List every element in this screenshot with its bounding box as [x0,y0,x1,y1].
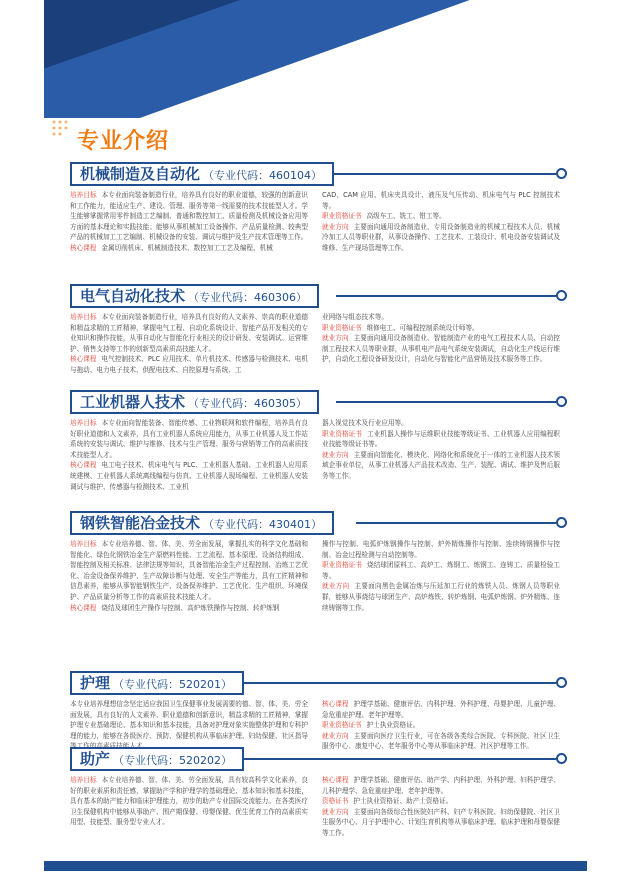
circle-end-icon [556,677,567,688]
paragraph [322,699,560,720]
paragraph [70,775,308,828]
section-header [70,390,568,414]
paragraph [322,720,560,731]
section-header [70,162,568,186]
page-title: 专业介绍 [77,129,170,154]
keyword-label: 职业资格证书 [322,721,362,730]
paragraph [322,796,560,807]
keyword-label: 职业资格证书 [322,212,362,221]
paragraph-text: 主要面向黑色金属冶炼与压延加工行业的炼铁人员、炼钢人员等职业群，能够从事烧结与球团生产、高炉炼铁、转炉炼钢、电弧炉炼钢、炉外精炼、连续铸钢等工作。 [322,582,561,612]
section-header [70,511,568,535]
section-title-box [70,747,244,771]
section-left-column [70,539,308,685]
keyword-label: 核心课程 [70,243,97,252]
keyword-label: 资格证书 [322,797,349,806]
paragraph-text: 烧结球团原料工、高炉工、炼钢工、炼钢工、连铸工、质量检验工等。 [322,561,561,580]
paragraph-text: 本专业培养理想信念坚定适应我国卫生保健事业发展需要的德、智、体、美、劳全面发展，具有良好的人文素养、职业道德和创新意识，精益求精的工匠精神，掌握护理专业基础理论、基本知识和基本技能，具备对护理对象实施整体护理和专科护理的能力，能够在各级医疗、预防、保健机构从事临床护理、妇幼保健、社区指导 [70,700,308,740]
paragraph-text: 工业机器人操作与运维职业技能等级证书、工业机器人应用编程职业技能等级证书等。 [322,429,561,449]
paragraph [322,581,560,613]
paragraph [70,312,308,354]
section-name: 助产 [80,750,111,768]
section-header [70,747,568,771]
section-name: 工业机器人技术 [80,393,186,411]
section-title-box [70,284,319,308]
paragraph-text: 器人视觉技术及行业应用等。 [322,419,408,427]
section-rule [336,401,556,403]
keyword-label: 就业方向 [322,731,349,740]
keyword-label: 培养目标 [70,313,97,321]
section-rule [236,682,556,684]
paragraph [70,418,308,460]
paragraph [70,190,308,243]
keyword-label: 就业方向 [322,582,350,591]
keyword-label: 就业方向 [322,450,349,459]
keyword-label: 就业方向 [322,222,349,231]
section-rule [356,522,556,524]
keyword-label: 核心课程 [70,603,97,612]
paragraph-text: 本专业面向装备制造行业，培养具有良好的人文素养、崇高的职业道德和精益求精的工匠精神，掌握电气工程、自动化系统设计、智能产品开发相关的专业知识和操作技能，从事自动化与智能化行业相关的设计研发、安装调试、运营维护、销售支持等工作的创新型高素质高技能人才。 [70,313,309,353]
paragraph-text: 电工电子技术、机床电气与 PLC、工业机器人基础、工业机器人应用系统建模、工业机器人系统离线编程与仿真、工业机器人现场编程、工业机器人安装调试与维护、传感器与检测技术、工业机 [70,461,308,491]
paragraph-text: 烧结及球团生产操作与控制、高炉炼铁操作与控制、转炉炼钢 [101,603,280,612]
paragraph [322,312,560,323]
section-name: 电气自动化技术 [80,287,186,305]
paragraph-text: 主要面向各级综合性医院妇产科、妇产专科医院、妇幼保健院、社区卫生服务中心、月子护理中心、计划生育机构等从事临床护理、临床护理和母婴保健等工作。 [322,807,561,837]
paragraph [322,333,560,365]
paragraph [322,450,560,482]
keyword-label: 就业方向 [322,334,349,343]
paragraph-text: 本专业面向装备制造行业，培养具有良好的职业道德，较强的创新意识和工作能力，能适应生产、建设、管理、服务等第一线需要的技术技能型人才。学生能够掌握常用零件制造工艺编制、普通和数控加工、质量检测及机械设备应用等方面的基本理论和实践技能；能够从事机械加工设备操作、产品质量检测、较典型产品的机械加工工艺编制、机械设备的安装、调试与维护及生产技术管理等工作。 [70,191,309,242]
paragraph-text: 本专业培养德、智、体、美、劳全面发展，具有较高科学文化素养，良好的职业素质和责任感，掌握助产学和护理学的基础理论、基本知识和基本技能，具有基本的助产能力和临床护理能力，初步的助产专业国际交流能力。在各类医疗卫生保健机构中能够从事助产、围产期保健、母婴保健、优生优育工作的高素质实用型、技能型、服务型专业人才。 [70,776,309,827]
circle-end-icon [556,290,567,301]
section-title-box [70,390,319,414]
paragraph-text: 主要面向通用设备制造业、智能制造产业的电气工程技术人员、自动控制工程技术人员等职业群，从事机电产品电气系统安装调试，自动化生产线运行维护，自动化工程设备研发设计，自动化与智能化产品营销及技术服务等工作。 [322,334,561,364]
paragraph-text: 操作与控制、电弧炉炼钢操作与控制、炉外精炼操作与控制、连续铸钢操作与控制、冶金过程检测与自动控制等。 [322,540,560,559]
paragraph-text: 高级车工、铣工、钳工等。 [366,212,446,221]
circle-end-icon [556,168,567,179]
section-right-column [322,539,560,685]
section-name: 机械制造及自动化 [80,165,201,183]
keyword-label: 核心课程 [322,700,349,708]
paragraph [70,699,308,752]
paragraph [322,211,560,222]
section-title-box [70,511,334,535]
paragraph [70,243,308,254]
paragraph-text: 主要面向通用设备制造业、专用设备制造业的机械工程技术人员、机械冷加工人员等职业群，从事设备操作、工艺技术、工装设计、机电设备安装调试及维修、生产现场管理等工作。 [322,222,561,252]
section-code: （专业代码：460306） [188,291,308,304]
paragraph-text: 护理学基础、健康评估、内科护理、外科护理、母婴护理、儿童护理、急危重症护理、老年护理等。 [322,700,561,719]
keyword-label: 职业资格证书 [322,429,362,438]
paragraph [322,190,560,211]
paragraph-text: 护士执业资格证、助产士资格证。 [353,797,453,806]
footer-bar [44,861,587,871]
section-name: 护理 [80,674,111,692]
section-title-box [70,162,334,186]
paragraph-text: 业网络与组态技术等。 [322,313,388,321]
paragraph [322,222,560,254]
paragraph-text: 主要面向医疗卫生行业，可在各级各类综合医院、专科医院、社区卫生服务中心、康复中心、老年服务中心等从事临床护理、社区护理等工作。 [322,731,561,751]
keyword-label: 培养目标 [70,540,97,548]
paragraph [322,429,560,450]
section-header [70,284,568,308]
section-rule [326,173,556,175]
circle-end-icon [556,517,567,528]
keyword-label: 职业资格证书 [322,561,362,570]
circle-end-icon [556,396,567,407]
header-banner [0,0,631,118]
section-name: 钢铁智能冶金技术 [80,514,201,532]
keyword-label: 培养目标 [70,419,97,427]
keyword-label: 核心课程 [322,776,349,784]
section-title-box [70,671,244,695]
keyword-label: 培养目标 [70,776,97,784]
section-rule [336,295,556,297]
section-code: （专业代码：460305） [188,397,308,410]
section-code: （专业代码：520201） [113,678,233,691]
keyword-label: 核心课程 [70,355,97,364]
paragraph [322,323,560,334]
paragraph-text: CAD、CAM 应用、机床夹具设计、液压及气压传动、机床电气与 PLC 控制技术等。 [322,191,560,210]
paragraph-text: 本专业面向智能装备、智能传感、工业物联网和软件编程，培养具有良好职业道德和人文素养，具有工业机器人系统应用能力，从事工业机器人及工作站系统的安装与调试、维护与维修、技术与生产管理、服务与营销等工作的高素质技术技能型人才。 [70,419,309,459]
paragraph [322,418,560,429]
paragraph [70,354,308,375]
paragraph-text: 本专业培养德、智、体、美、劳全面发展，掌握扎实的科学文化基础和智能化、绿色化钢铁冶金生产原燃料性能、工艺流程、基本原理、设备结构组成、智能控制及相关标准、法律法规等知识，具备智能冶金生产过程控制、冶炼工艺优化、冶金设备保养维护、生产故障诊断与处理、安全生产等能力，具有工匠精神和信息素养，能够从事智能钢铁生产、设备保养维护、工艺优化、生产组织、环境保护、产品质量分析等工作的高素质技术技能人才。 [70,540,309,601]
circle-end-icon [556,753,567,764]
paragraph [70,460,308,492]
section-code: （专业代码：430401） [203,518,323,531]
paragraph [322,807,560,839]
keyword-label: 培养目标 [70,191,97,199]
paragraph-text: 金属切削机床、机械制造技术、数控加工工艺及编程、机械 [101,243,273,252]
keyword-label: 核心课程 [70,461,97,470]
section-code: （专业代码：460104） [203,169,323,182]
paragraph-text: 维修电工、可编程控制系统设计师等。 [366,323,479,332]
paragraph [322,560,560,581]
paragraph-text: 护理学基础、健康评估、助产学、内科护理、外科护理、妇科护理学、儿科护理学、急危重症护理、老年护理等。 [322,776,561,795]
paragraph-text: 主要面向智能化、模块化、网络化和系统化于一体的工业机器人技术领域企事业单位，从事工业机器人产品技术改造、生产、装配、调试、维护及售后服务等工作。 [322,450,561,480]
keyword-label: 职业资格证书 [322,323,362,332]
page-margin [0,118,44,887]
paragraph [322,775,560,796]
paragraph-text: 护士执业资格证。 [366,721,420,730]
section-code: （专业代码：520202） [113,754,233,767]
paragraph [70,539,308,603]
section-header [70,671,568,695]
paragraph-text: 电气控制技术、PLC 应用技术、单片机技术、传感器与检测技术、电机与拖动、电力电子技术、供配电技术、自控原理与系统、工 [70,355,309,374]
paragraph [70,603,308,614]
keyword-label: 就业方向 [322,807,349,816]
paragraph [322,539,560,560]
section-rule [236,758,556,760]
